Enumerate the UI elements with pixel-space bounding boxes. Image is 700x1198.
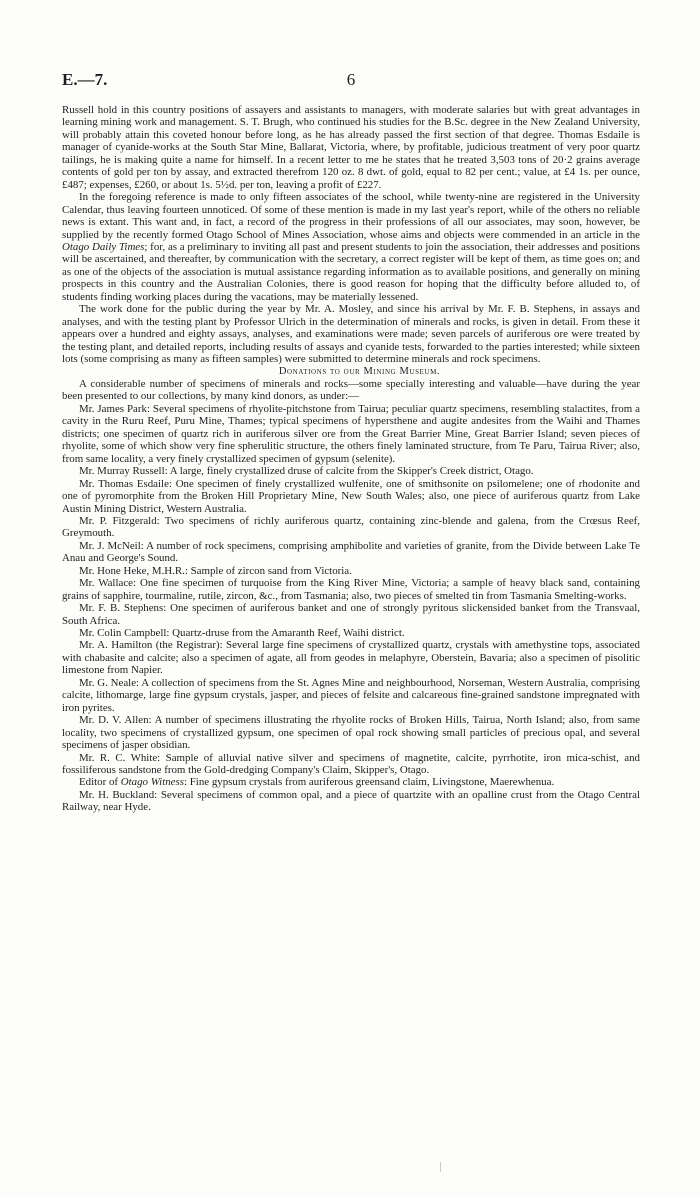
donation-entry: Mr. A. Hamilton (the Registrar): Several large fine specimens of crystallized quartz, crystals with amethystine tops, associated with chabasite and calcite; also a specimen of agate, all from geodes in melaphyre, Oberstein, Bavaria; also a specimen of pisolitic limestone from Napier.	[62, 639, 640, 677]
newspaper-title: Otago Daily Times	[62, 240, 145, 253]
page-header	[62, 70, 640, 92]
paragraph-public-work: The work done for the public during the year by Mr. A. Mosley, and since his arrival by Mr. F. B. Stephens, in assays and analyses, and with the testing plant by Professor Ulrich in the determination of minerals and rocks, is given in detail. From these it appears over a hundred and eighty assays, analyses, and examinations were made; seven parcels of auriferous ore were treated by the testing plant, and detailed reports, including results of assays and cyanide tests, forwarded to the parties interested; while sixteen lots (some comprising as many as fifteen samples) were submitted to determine minerals and rock specimens.	[62, 303, 640, 366]
paragraph-continued: Russell hold in this country positions of assayers and assistants to managers, with moderate salaries but with great advantages in learning mining work and management. S. T. Brugh, who continued his studies for the B.Sc. degree in the New Zealand University, will probably attain this coveted honour before long, as he has already passed the first section of that degree. Thomas Esdaile is manager of cyanide-works at the South Star Mine, Ballarat, Victoria, where, by profitable, judicious treatment of very poor quartz tailings, he is making quite a name for himself. In a recent letter to me he states that he treated 3,503 tons of 20·2 grains average contents of gold per ton by assay, and extracted therefrom 120 oz. 8 dwt. of gold, equal to 82 per cent.; value, at £4 1s. per ounce, £487; expenses, £260, or about 1s. 5½d. per ton, leaving a profit of £227.	[62, 104, 640, 191]
editor-prefix: Editor of	[79, 776, 121, 789]
donation-entry: Mr. D. V. Allen: A number of specimens illustrating the rhyolite rocks of Broken Hills, Tairua, North Island; also, from same locality, two specimens of crystallized gypsum, one specimen of opal rock showing small particles of precious opal, and several specimens of jasper obsidian.	[62, 714, 640, 752]
donation-entry: Mr. Hone Heke, M.H.R.: Sample of zircon sand from Victoria.	[79, 564, 352, 577]
donations-intro: A considerable number of specimens of minerals and rocks—some specially interesting and valuable—have during the year been presented to our collections, by many kind donors, as under:—	[62, 377, 640, 403]
paragraph-associates	[62, 191, 640, 303]
donation-entry: Mr. G. Neale: A collection of specimens from the St. Agnes Mine and neighbourhood, Norseman, Western Australia, comprising calcite, lithomarge, large fine gypsum crystals, jasper, and pieces of felsite and calcareous fine-grained sandstone impregnated with iron pyrites.	[62, 676, 640, 714]
donation-entry: Mr. H. Buckland: Several specimens of common opal, and a piece of quartzite with an opalline crust from the Otago Central Railway, near Hyde.	[62, 788, 640, 814]
report-reference: E.—7.	[62, 70, 108, 89]
section-heading-text: Donations to our Mining Museum.	[278, 365, 441, 377]
donation-entry: Mr. James Park: Several specimens of rhyolite-pitchstone from Tairua; peculiar quartz specimens, resembling stalactites, from a cavity in the Ruru Reef, Puru Mine, Thames; typical specimens of hypersthene and augite andesites from the Waihi and Thames districts; one specimen of quartz rich in auriferous silver ore from the Great Barrier Mine, Great Barrier Island; seven pieces of rhyolite, some of which show very fine spherulitic structure, the others finely laminated structure, from Te Paru, Tairua River; also, from same locality, a very finely crystallized specimen of gypsum (selenite).	[62, 402, 640, 465]
page-body	[62, 104, 640, 814]
donation-entry: Mr. Thomas Esdaile: One specimen of finely crystallized wulfenite, one of smithsonite on psilomelene; one of rhodonite and one of pyromorphite from the Broken Hill Proprietary Mine, New South Wales; also, one piece of auriferous quartz from Lake Austin Mining District, Western Australia.	[62, 477, 640, 515]
page-mark	[440, 1162, 441, 1172]
donation-entry: Mr. Wallace: One fine specimen of turquoise from the King River Mine, Victoria; a sample of heavy black sand, containing grains of sapphire, tourmaline, rutile, zircon, &c., from Tasmania; also, two pieces of smelted tin from Tasmania Smelting-works.	[62, 577, 640, 602]
section-heading	[62, 366, 640, 378]
paragraph-associates-part-a: In the foregoing reference is made to only fifteen associates of the school, while twenty-nine are registered in the University Calendar, thus leaving fourteen unnoticed. Of some of these mention is made in my last year's report, while of the others no reliable news is extant. This want and, in fact, a record of the progress in their professions of all our associates, may soon, however, be supplied by the recently formed Otago School of Mines Association, whose aims and objects were commended in an article in the	[62, 191, 640, 241]
paragraph-associates-part-b: ; for, as a preliminary to inviting all past and present students to join the association, their addresses and positions will be ascertained, and thereafter, by communication with the secretary, a correct register will be kept of them, as time goes on; and as one of the objects of the association is mutual assistance regarding information as to available positions, and generally on mining prospects in this country and the Australian Colonies, there is good reason for hoping that the difficulty before alluded to, of students finding working places during the vacations, may be materially lessened.	[62, 240, 640, 303]
editor-rest: : Fine gypsum crystals from auriferous greensand claim, Livingstone, Maerewhenua.	[183, 776, 555, 789]
donation-entry: Mr. J. McNeil: A number of rock specimens, comprising amphibolite and varieties of granite, from the Divide between Lake Te Anau and George's Sound.	[62, 539, 640, 565]
newspaper-title: Otago Witness	[120, 776, 184, 789]
page-number: 6	[346, 70, 356, 89]
donation-entry: Mr. P. Fitzgerald: Two specimens of richly auriferous quartz, containing zinc-blende and galena, from the Crœsus Reef, Greymouth.	[62, 514, 640, 540]
donation-entry: Mr. R. C. White: Sample of alluvial native silver and specimens of magnetite, calcite, pyrrhotite, iron mica-schist, and fossiliferous sandstone from the Gold-dredging Company's Claim, Skipper's, Otago.	[62, 751, 640, 777]
donation-entry: Mr. Colin Campbell: Quartz-druse from the Amaranth Reef, Waihi district.	[79, 627, 405, 640]
donation-entry: Mr. F. B. Stephens: One specimen of auriferous banket and one of strongly pyritous slickensided banket from the Transvaal, South Africa.	[62, 602, 640, 627]
donation-entry-editor	[62, 776, 640, 788]
donation-entry: Mr. Murray Russell: A large, finely crystallized druse of calcite from the Skipper's Creek district, Otago.	[79, 465, 534, 478]
